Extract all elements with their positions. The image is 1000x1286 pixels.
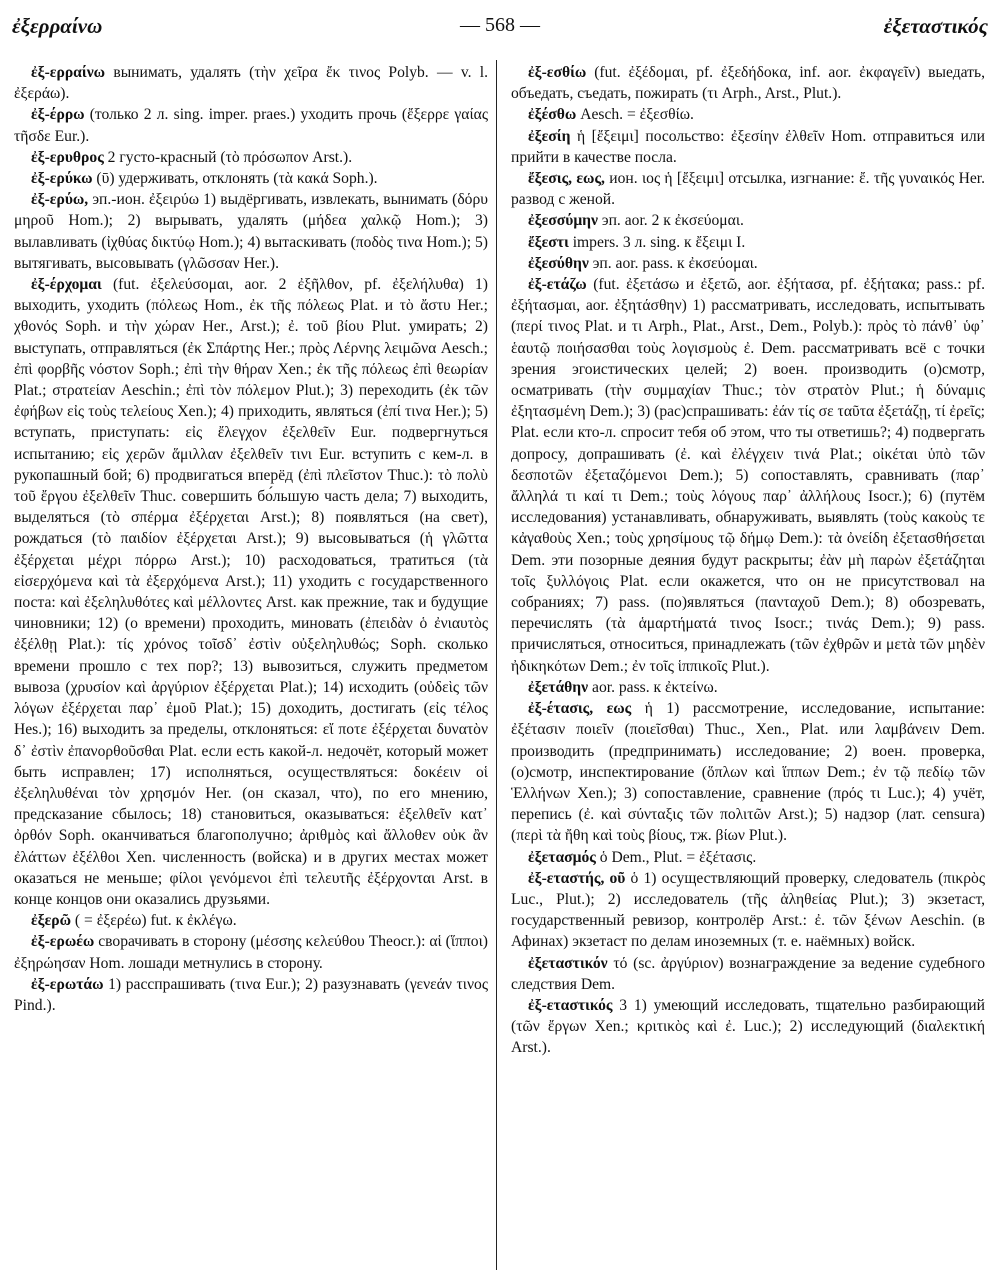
entry-headword: ἐξ-έρρω bbox=[31, 106, 85, 124]
entry-definition: сворачивать в сторону (μέσσης κελεύθου Theocr.): αἱ (ἵπποι) ἐξηρώησαν Hom. лошади метнулись в сторону. bbox=[14, 933, 488, 972]
dictionary-entry bbox=[511, 953, 985, 995]
dictionary-entry bbox=[511, 677, 985, 698]
entry-headword: ἐξεσύθην bbox=[528, 254, 589, 272]
entry-headword: ἐξ-ετάζω bbox=[528, 276, 587, 294]
entry-headword: ἐξ-εσθίω bbox=[528, 64, 587, 81]
entry-definition: ἡ [ἔξειμι] посольство: ἐξεσίην ἐλθεῖν Hom. отправиться или прийти в качестве посла. bbox=[511, 127, 985, 166]
entry-headword: ἐξ-ερωτάω bbox=[31, 975, 104, 993]
entry-headword: ἐξ-εταστής, οῦ bbox=[528, 869, 626, 887]
entry-definition: impers. 3 л. sing. к ἔξειμι I. bbox=[568, 233, 746, 251]
dictionary-entry bbox=[511, 232, 985, 253]
entry-headword: ἐξ-έρχομαι bbox=[31, 276, 102, 294]
entry-definition: (ῡ) удерживать, отклонять (τὰ κακά Soph.). bbox=[92, 170, 378, 188]
dictionary-entry bbox=[511, 62, 985, 104]
entry-headword: ἐξερῶ bbox=[31, 912, 72, 930]
dictionary-entry bbox=[14, 168, 488, 189]
entry-headword: ἔξεσις, εως, bbox=[528, 170, 605, 188]
page-number: — 568 — bbox=[460, 14, 540, 36]
entry-headword: ἐξ-ερύω, bbox=[31, 191, 89, 209]
entry-definition: ион. ιος ἡ [ἔξειμι] отсылка, изгнание: ἔ. τῆς γυναικός Her. развод с женой. bbox=[511, 170, 985, 209]
entry-headword: ἐξ-εταστικός bbox=[528, 996, 613, 1014]
running-head-left: ἐξερραίνω bbox=[12, 14, 103, 38]
entry-headword: ἐξ-έτασις, εως bbox=[528, 700, 632, 718]
dictionary-entry bbox=[511, 253, 985, 274]
entry-headword: ἐξεταστικόν bbox=[528, 954, 608, 972]
dictionary-entry bbox=[511, 210, 985, 231]
entry-definition: эп.-ион. ἐξειρύω 1) выдёргивать, извлекать, вынимать (δόρυ μηροῦ Hom.); 2) вырывать, удалять (μήδεα χαλκῷ Hom.); 3) вылавливать (ἰχθύας δικτύῳ Hom.); 4) вытаскивать (ποδὸς τινα Hom.); 5) вытягивать, высовывать (γλῶσσαν Her.). bbox=[14, 191, 488, 272]
dictionary-entry bbox=[511, 126, 985, 168]
entry-headword: ἐξ-ερραίνω bbox=[31, 64, 106, 81]
entry-definition: 2 густо-красный (τὸ πρόσωπον Arst.). bbox=[103, 148, 353, 166]
dictionary-entry bbox=[511, 847, 985, 868]
dictionary-entry bbox=[14, 974, 488, 1016]
dictionary-entry bbox=[14, 147, 488, 168]
entry-definition: (fut. ἐξετάσω и ἐξετῶ, aor. ἐξήτασα, pf. ἐξήτακα; pass.: pf. ἐξήτασμαι, aor. ἐξητάσθην) 1) рассматривать, исследовать, испытывать (περί τινος Plat. и τι Arph., Plat., Arst., Dem., Polyb.): πρὸς τὸ πάνθ᾽ ὑφ᾽ ἑαυτῷ ποιήσασθαι τοὺς λογισμοὺς ἐ. Dem. рассматривать всё с точки зрения эгоистических целей; 2) воен. производить (о)смотр, осматривать (τὴν συμμαχίαν Thuc.; τὸν στρατὸν Plut.; ἡ δύναμις ἐξητασμένη Dem.); 3) (рас)спрашивать: ἐάν τίς σε ταῦτα ἐξετάζῃ, τί ἐρεῖς; Plat. если кто-л. спросит тебя об этом, что ты ответишь?; 4) подвергать допросу, допрашивать (ἐ. καὶ ἐλέγχειν τινά Plat.; οἰκέται ὑπὸ τῶν δεσποτῶν ἐξεταζόμενοι Dem.); 5) сопоставлять, сравнивать (παρ᾽ ἄλληλά τι καί τι Dem.; τοὺς λόγους παρ᾽ ἀλλήλους Isocr.); 6) (путём исследования) устанавливать, обнаруживать, выявлять (τοὺς κακοὺς τε κἀγαθοὺς Xen.; τοὺς χρησίμους τῷ δήμῳ Dem.): τὰ ὀνείδη ἐξετασθήσεται Dem. эти позорные деяния будут раскрыты; ἐὰν μὴ παρὼν ἐξετάζηται τοῖς ξυλλόγοις Plat. если окажется, что он не присутствовал на собраниях; 7) pass. (по)являться (πανταχοῦ Dem.); 8) обозревать, перечислять (τὰ ἁμαρτήματά τινος Isocr.; τινάς Dem.); 9) pass. причисляться, относиться, принадлежать (τῶν ἐχθρῶν и μετὰ τῶν μηδὲν ἠδικηκότων Dem.; ἐν τοῖς ἱππικοῖς Plut.). bbox=[511, 276, 985, 675]
dictionary-entry bbox=[14, 910, 488, 931]
entry-definition: (fut. ἐξελεύσομαι, aor. 2 ἐξῆλθον, pf. ἐξελήλυθα) 1) выходить, уходить (πόλεως Hom., ἐκ τῆς πόλεως Plat. и τὸ ἄστυ Her.; χθονός Soph. и τὴν χώραν Her., Arst.); ἐ. τοῦ βίου Plut. умирать; 2) выступать, отправляться (ἐκ Σπάρτης Her.; πρὸς Λέρνης λειμῶνα Aesch.; ἐπὶ φορβῆς νόστον Soph.; ἐπὶ τὴν θήραν Xen.; ἐκ τῆς πόλεως ἐπὶ θεωρίαν Plat.; στρατείαν Aeschin.; ἐπὶ τὸν πόλεμον Plut.); 3) переходить (ἐκ τῶν ἐφήβων εἰς τοὺς τελείους Xen.); 4) приходить, являться (ἐπί τινα Her.); 5) вступать, приступать: εἰς ἔλεγχον ἐξελθεῖν Eur. подвергнуться испытанию; εἰς χερῶν ἅμιλλαν ἐξελθεῖν τινι Eur. вступить с кем-л. в рукопашный бой; 6) продвигаться вперёд (ἐπὶ πλεῖστον Thuc.): τὸ πολὺ τοῦ ἔργου ἐξελθεῖν Thuc. совершить бо́льшую часть дела; 7) выходить, выделяться (τὸ σπέρμα ἐξέρχεται Arst.); 8) появляться (на свет), рождаться (τὸ παιδίον ἐξέρχεται Arst.); 9) высовываться (ἡ γλῶττα ἐξέρχεται μέχρι πόρρω Arst.); 10) расходоваться, тратиться (τὰ εἰσερχόμενα καὶ τὰ ἐξερχόμενα Arst.); 11) уходить с государственного поста: καὶ ἐξεληλυθότες καὶ μέλλοντες Arst. как прежние, так и будущие чиновники; 12) (о времени) проходить, миновать (ἐπειδὰν ὁ ἐνιαυτὸς ἐξέλθῃ Plat.): τίς χρόνος τοῖσδ᾽ ἐστὶν οὐξεληλυθώς; Soph. сколько времени прошло с тех пор?; 13) вывозиться, служить предметом вывоза (χρυσίον καὶ ἀργύριον ἐξέρχεται Plat.); 14) исходить (οὐδεὶς τῶν λόγων ἐξέρχεται παρ᾽ ἐμοῦ Plat.); 15) доходить, достигать (εἰς τέλος Hes.); 16) выходить за пределы, отклоняться: εἴ ποτε ἐξέρχεται δυνατὸν δ᾽ ἐστὶν ἐπανορθοῦσθαι Plat. если есть какой-л. недочёт, который может быть исправлен; 17) исполняться, осуществляться: δοκέειν οἱ ἐξεληλυθέναι τὸν χρησμόν Her. (он сказал, что), по его мнению, предсказание сбылось; 18) становиться, оказываться: ἐξελθεῖν κατ᾽ ὀρθόν Soph. оканчиваться благополучно; ἀριθμὸς καὶ ἄλλοθεν οὐκ ἂν ἐλάττων ἐξέλθοι Xen. численность (войска) и в других местах может оказаться не меньше; φίλοι γενόμενοι ἐπὶ τελευτῆς ἐξέρχονται Arst. в конце концов они оказались друзьями. bbox=[14, 276, 488, 908]
entry-definition: ὁ 1) осуществляющий проверку, следователь (πικρὸς Luc., Plut.); 2) исследователь (τῆς ἀληθείας Plut.); 3) экзетаст, государственный ревизор, контролёр Arst.: ἐ. τῶν ξένων Aeschin. (в Афинах) экзетаст по делам иноземных (т. е. наёмных) войск. bbox=[511, 869, 985, 951]
entry-headword: ἐξεσίη bbox=[528, 127, 571, 145]
entry-definition: τό (sc. ἀργύριον) вознаграждение за ведение судебного следствия Dem. bbox=[511, 954, 985, 993]
entry-headword: ἐξεσσύμην bbox=[528, 212, 598, 230]
entry-headword: ἐξ-ερύκω bbox=[31, 170, 93, 188]
entry-headword: ἐξέσθω bbox=[528, 106, 577, 124]
dictionary-entry bbox=[14, 189, 488, 274]
entry-definition: aor. pass. к ἐκτείνω. bbox=[588, 678, 718, 696]
dictionary-entry bbox=[511, 698, 985, 846]
page-header bbox=[12, 14, 988, 44]
entry-definition: вынимать, удалять (τὴν χεῖρα ἔκ τινος Polyb. — v. l. ἐξεράω). bbox=[14, 64, 488, 103]
entry-headword: ἐξ-ερωέω bbox=[31, 933, 95, 951]
column-divider bbox=[496, 60, 497, 1270]
right-column bbox=[511, 62, 985, 1059]
entry-definition: ὁ Dem., Plut. = ἐξέτασις. bbox=[595, 848, 757, 866]
dictionary-entry bbox=[511, 168, 985, 210]
entry-definition: ἡ 1) рассмотрение, исследование, испытание: ἐξέτασιν ποιεῖν (ποιεῖσθαι) Thuc., Xen., Plat. или λαμβάνειν Dem. производить (предпринимать) исследование; 2) воен. проверка, (о)смотр, инспектирование (ὅπλων καὶ ἵππων Dem.; ἐν τῷ πεδίῳ τῶν Ἑλλήνων Xen.); 3) сопоставление, сравнение (πρός τι Luc.); 4) учёт, перепись (ἐ. καὶ σύνταξις τῶν πολιτῶν Arst.); 5) надзор (лат. censura) (περὶ τὰ ἤθη καὶ τοὺς βίους, тж. βίων Plut.). bbox=[511, 700, 985, 845]
dictionary-entry bbox=[511, 274, 985, 677]
entry-definition: ( = ἐξερέω) fut. к ἐκλέγω. bbox=[71, 912, 237, 930]
entry-definition: эп. aor. pass. к ἐκσεύομαι. bbox=[588, 254, 758, 272]
entry-definition: (fut. ἐξέδομαι, pf. ἐξεδήδοκα, inf. aor. ἐκφαγεῖν) выедать, объедать, съедать, пожирать (τι Arph., Arst., Plut.). bbox=[511, 64, 985, 103]
dictionary-entry bbox=[14, 274, 488, 910]
entry-definition: 3 1) умеющий исследовать, тщательно разбирающий (τῶν ἔργων Xen.; κριτικὸς καὶ ἐ. Luc.); 2) исследующий (διαλεκτική Arst.). bbox=[511, 996, 985, 1057]
entry-definition: (только 2 л. sing. imper. praes.) уходить прочь (ἔξερρε γαίας τῆσδε Eur.). bbox=[14, 106, 488, 145]
entry-definition: 1) расспрашивать (τινα Eur.); 2) разузнавать (γενεάν τινος Pind.). bbox=[14, 975, 488, 1014]
left-column bbox=[14, 62, 488, 1016]
entry-headword: ἔξεστι bbox=[528, 233, 569, 251]
entry-headword: ἐξ-ερυθρος bbox=[31, 148, 104, 166]
entry-definition: Aesch. = ἐξεσθίω. bbox=[576, 106, 694, 124]
dictionary-entry bbox=[511, 104, 985, 125]
entry-definition: эп. aor. 2 к ἐκσεύομαι. bbox=[598, 212, 744, 230]
entry-headword: ἐξετασμός bbox=[528, 848, 596, 866]
dictionary-entry bbox=[14, 104, 488, 146]
dictionary-entry bbox=[14, 931, 488, 973]
dictionary-entry bbox=[511, 868, 985, 953]
dictionary-entry bbox=[14, 62, 488, 104]
dictionary-entry bbox=[511, 995, 985, 1059]
running-head-right: ἐξεταστικός bbox=[883, 14, 988, 38]
entry-headword: ἐξετάθην bbox=[528, 678, 589, 696]
